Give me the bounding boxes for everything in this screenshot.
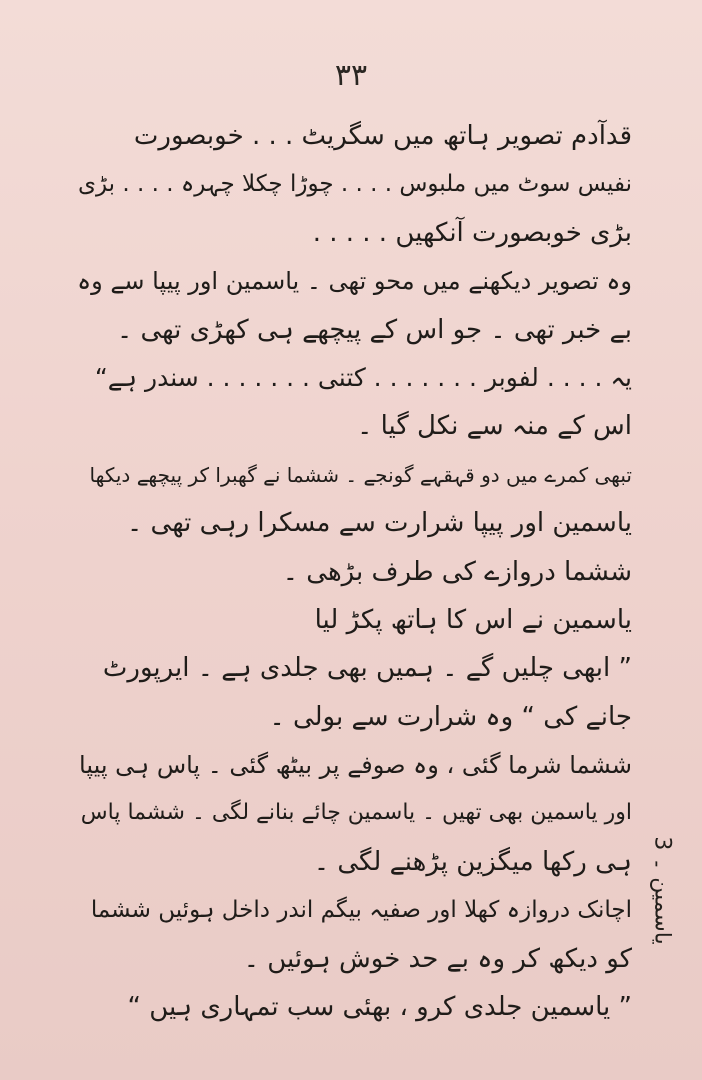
text-line: اور یاسمین بھی تھیں ۔ یاسمین چائے بنانے لگی ۔ ششما پاس bbox=[80, 800, 632, 826]
page-number: ۳۳ bbox=[334, 58, 368, 93]
text-line: بڑی خوبصورت آنکھیں . . . . . bbox=[312, 217, 632, 248]
text-line: ” ابھی چلیں گے ۔ ہمیں بھی جلدی ہے ۔ ایرپورٹ bbox=[102, 653, 632, 684]
text-line: نفیس سوٹ میں ملبوس . . . . چوڑا چکلا چہرہ . . . . بڑی bbox=[77, 171, 632, 198]
margin-note-text: یاسمین ۔ 3 bbox=[649, 835, 675, 945]
text-line: یاسمین اور پیپا شرارت سے مسکرا رہی تھی ۔ bbox=[127, 508, 632, 539]
text-line: ہی رکھا میگزین پڑھنے لگی ۔ bbox=[313, 846, 632, 877]
text-line: یہ . . . . لفوبر . . . . . . . کتنی . . . . . . . سندر ہے“ bbox=[94, 362, 632, 392]
margin-note bbox=[642, 830, 682, 950]
text-line: یاسمین نے اس کا ہاتھ پکڑ لیا bbox=[314, 604, 632, 635]
text-line: اچانک دروازہ کھلا اور صفیہ بیگم اندر داخل ہوئیں ششما bbox=[90, 897, 632, 924]
text-line: ششما دروازے کی طرف بڑھی ۔ bbox=[282, 556, 632, 587]
text-line: قدآدم تصویر ہاتھ میں سگریٹ . . . خوبصورت bbox=[133, 121, 632, 151]
body-text bbox=[76, 112, 632, 1031]
text-line: کو دیکھ کر وہ بے حد خوش ہوئیں ۔ bbox=[243, 943, 632, 974]
text-line: ششما شرما گئی ، وہ صوفے پر بیٹھ گئی ۔ پاس ہی پیپا bbox=[79, 751, 632, 780]
text-line: اس کے منہ سے نکل گیا ۔ bbox=[357, 411, 632, 442]
text-line: وہ تصویر دیکھنے میں محو تھی ۔ یاسمین اور پیپا سے وہ bbox=[77, 267, 632, 296]
text-line: جانے کی “ وہ شرارت سے بولی ۔ bbox=[269, 701, 632, 732]
text-line: تبھی کمرے میں دو قہقہے گونجے ۔ ششما نے گھبرا کر پیچھے دیکھا bbox=[89, 462, 632, 487]
text-line: ” یاسمین جلدی کرو ، بھئی سب تمہاری ہیں “ bbox=[127, 992, 632, 1023]
text-line: بے خبر تھی ۔ جو اس کے پیچھے ہی کھڑی تھی ۔ bbox=[116, 314, 632, 345]
